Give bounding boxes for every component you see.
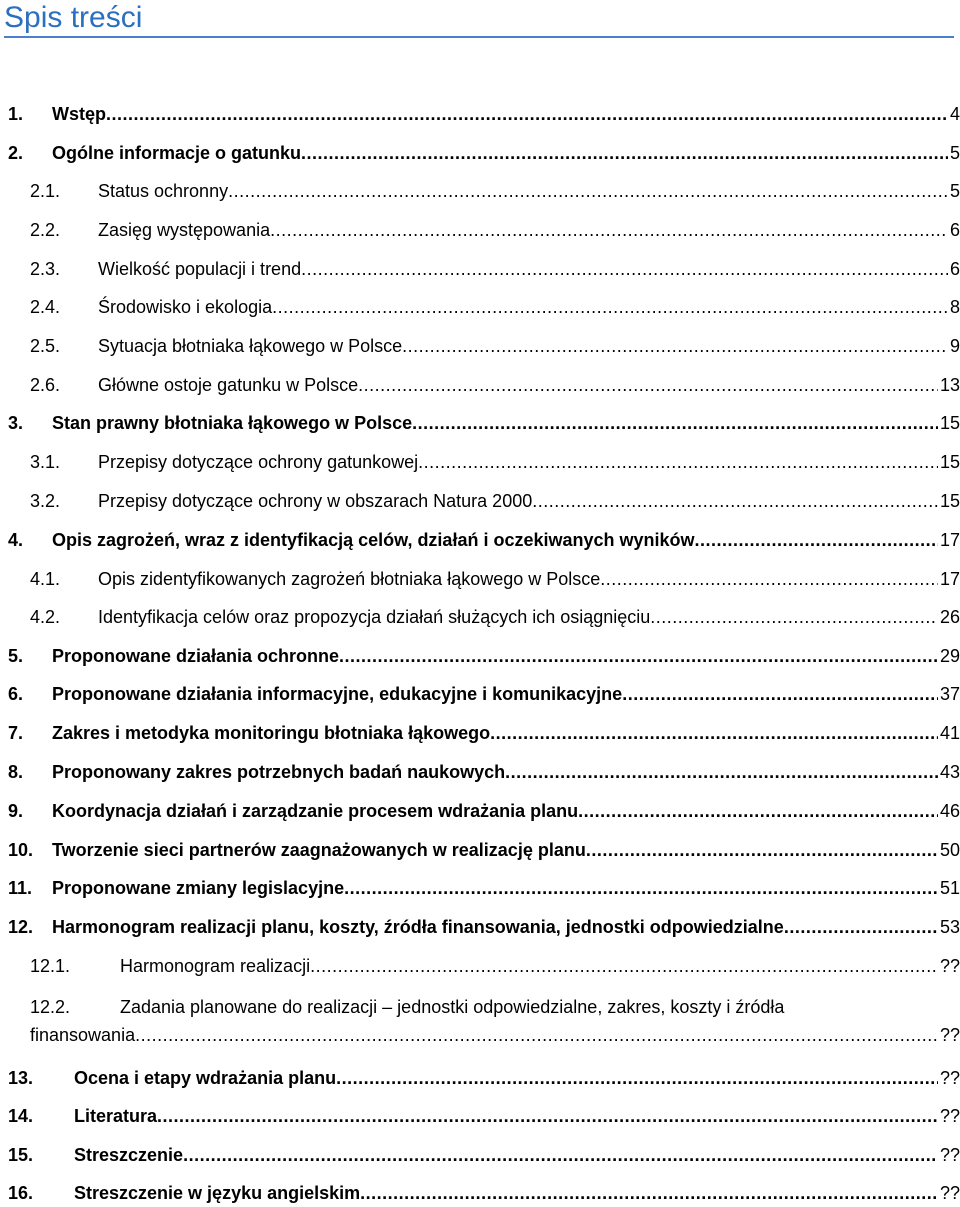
toc-entry[interactable] [0,875,960,901]
toc-entry-page: 41 [939,723,960,743]
toc-entry-label: Proponowane działania ochronne [52,646,340,666]
toc-entry-page: 50 [939,840,960,860]
toc-entry-label: Streszczenie w języku angielskim [74,1183,361,1203]
toc-entry-label: Sytuacja błotniaka łąkowego w Polsce [98,336,403,356]
toc-entry-page: ?? [939,1145,960,1165]
toc-entry-label: Opis zagrożeń, wraz z identyfikacją celów, działań i oczekiwanych wyników [52,530,695,550]
toc-leader-dots [784,914,938,940]
toc-leader-dots [505,759,938,785]
toc-entry-number: 14. [8,1106,34,1126]
toc-entry[interactable] [0,798,960,824]
toc-leader-dots [301,256,948,282]
toc-entry-page: ?? [939,956,960,976]
toc-entry-number: 3.1. [30,452,61,472]
toc-entry-page: 4 [949,104,960,124]
toc-entry-page: 13 [939,375,960,395]
toc-entry-number: 4.1. [30,569,61,589]
toc-entry-label-continued: finansowania [30,1025,136,1045]
toc-entry-label: Główne ostoje gatunku w Polsce [98,375,359,395]
toc-entry-label: Przepisy dotyczące ochrony gatunkowej [98,452,419,472]
toc-entry-page: ?? [939,1106,960,1126]
toc-leader-dots [228,178,948,204]
toc-entry-number: 2.1. [30,181,61,201]
toc-entry-label: Proponowane działania informacyjne, edukacyjne i komunikacyjne [52,684,623,704]
toc-entry-page: 15 [939,491,960,511]
toc-entry[interactable] [0,1065,960,1091]
toc-leader-dots [650,604,938,630]
toc-entry-label: Harmonogram realizacji planu, koszty, źródła finansowania, jednostki odpowiedzialne [52,917,784,937]
toc-entry-number: 12. [8,917,34,937]
toc-entry-page: 6 [949,220,960,240]
toc-entry-number: 15. [8,1145,34,1165]
toc-leader-dots [157,1103,938,1129]
toc-leader-dots [622,681,938,707]
toc-entry[interactable] [0,333,960,359]
toc-leader-dots [586,837,938,863]
toc-entry[interactable] [0,759,960,785]
toc-entry-label: Zasięg występowania [98,220,271,240]
toc-entry-number: 12.1. [30,956,71,976]
toc-entry-label: Środowisko i ekologia [98,297,273,317]
toc-entry[interactable] [0,681,960,707]
toc-entry[interactable] [0,1180,960,1206]
toc-leader-dots [402,333,948,359]
toc-entry-label: Koordynacja działań i zarządzanie procesem wdrażania planu [52,801,579,821]
toc-entry[interactable] [0,566,960,592]
toc-entry-label: Status ochronny [98,181,229,201]
toc-entry-page: 17 [939,569,960,589]
toc-entry-number: 5. [8,646,24,666]
toc-entry[interactable] [0,604,960,630]
toc-leader-dots [310,953,938,979]
toc-leader-dots [490,720,938,746]
toc-entry[interactable] [0,643,960,669]
toc-leader-dots [301,140,948,166]
toc-leader-dots [358,372,938,398]
toc-leader-dots [532,488,938,514]
toc-leader-dots [270,217,948,243]
toc-entry-number: 8. [8,762,24,782]
toc-entry-page: 8 [949,297,960,317]
toc-entry-page: 43 [939,762,960,782]
toc-title: Spis treści [4,1,143,34]
toc-entry-page: 26 [939,607,960,627]
toc-leader-dots [412,410,938,436]
toc-entry-page: 15 [939,452,960,472]
toc-leader-dots [418,449,938,475]
toc-leader-dots [336,1065,938,1091]
toc-entry[interactable] [0,720,960,746]
toc-entry[interactable] [0,101,960,127]
toc-leader-dots [695,527,938,553]
toc-entry-page: 5 [949,143,960,163]
toc-entry-label: Ocena i etapy wdrażania planu [74,1068,337,1088]
toc-entry-label: Tworzenie sieci partnerów zaagnażowanych w realizację planu [52,840,586,860]
toc-entry-page: 37 [939,684,960,704]
toc-entry-number: 13. [8,1068,34,1088]
toc-entry-page: 17 [939,530,960,550]
toc-entry[interactable] [0,837,960,863]
toc-entry-number: 10. [8,840,34,860]
toc-entry-number: 4.2. [30,607,61,627]
toc-entry-label: Wielkość populacji i trend [98,259,302,279]
toc-entry-number: 9. [8,801,24,821]
toc-entry-page: 29 [939,646,960,666]
toc-entry-page: 51 [939,878,960,898]
toc-entry[interactable] [0,294,960,320]
toc-entry[interactable] [0,449,960,475]
toc-entry-number: 2.3. [30,259,61,279]
toc-entry[interactable] [0,1103,960,1129]
toc-entry-number: 4. [8,530,24,550]
toc-entry-number: 11. [8,878,33,898]
toc-leader-dots [578,798,938,824]
toc-entry-label: Zakres i metodyka monitoringu błotniaka łąkowego [52,723,491,743]
toc-entry-page: 53 [939,917,960,937]
toc-entry-number: 2.6. [30,375,61,395]
toc-entry-page: 15 [939,413,960,433]
toc-entry[interactable] [0,256,960,282]
toc-leader-dots [360,1180,938,1206]
toc-leader-dots [135,1022,938,1048]
toc-leader-dots [600,566,938,592]
toc-entry-label: Harmonogram realizacji [120,956,311,976]
toc-leader-dots [344,875,938,901]
toc-entry-number: 2.4. [30,297,61,317]
toc-entry-label: Identyfikacja celów oraz propozycja działań służących ich osiągnięciu [98,607,651,627]
toc-entry[interactable] [0,410,960,436]
toc-entry-label: Stan prawny błotniaka łąkowego w Polsce [52,413,413,433]
toc-entry-label: Streszczenie [74,1145,184,1165]
toc-entry[interactable] [0,178,960,204]
toc-leader-dots [106,101,948,127]
toc-entry-label: Opis zidentyfikowanych zagrożeń błotniaka łąkowego w Polsce [98,569,601,589]
toc-entry[interactable] [0,527,960,553]
toc-entry-number: 12.2. [30,997,71,1017]
toc-entry-page: 9 [949,336,960,356]
toc-entry-label: Ogólne informacje o gatunku [52,143,302,163]
toc-entry[interactable] [0,488,960,514]
toc-entry-label: Wstęp [52,104,106,124]
toc-entry-page: 6 [949,259,960,279]
toc-entry-page: 5 [949,181,960,201]
toc-entry-label: Proponowane zmiany legislacyjne [52,878,345,898]
toc-entry-page: ?? [939,1068,960,1088]
toc-entry-page: ?? [939,1183,960,1203]
toc-entry-number: 6. [8,684,24,704]
toc-entry[interactable] [0,140,960,166]
toc-entry-number: 1. [8,104,24,124]
toc-entry[interactable] [0,372,960,398]
toc-entry-label: Literatura [74,1106,158,1126]
toc-entry-page: ?? [939,1025,960,1045]
toc-entry-number: 16. [8,1183,34,1203]
toc-entry-label: Przepisy dotyczące ochrony w obszarach Natura 2000 [98,491,533,511]
toc-entry[interactable] [0,994,960,1048]
toc-entry-number: 2.2. [30,220,61,240]
toc-entry[interactable] [0,914,960,940]
toc-entry[interactable] [0,1142,960,1168]
toc-entry-label: Zadania planowane do realizacji – jednostki odpowiedzialne, zakres, koszty i źródła [120,997,785,1017]
toc-leader-dots [183,1142,938,1168]
toc-entry-number: 3. [8,413,24,433]
toc-leader-dots [272,294,948,320]
toc-entry-page: 46 [939,801,960,821]
toc-entry-number: 7. [8,723,24,743]
toc-entry-number: 2.5. [30,336,61,356]
toc-entry-label: Proponowany zakres potrzebnych badań naukowych [52,762,506,782]
toc-entry-number: 3.2. [30,491,61,511]
toc-entry[interactable] [0,217,960,243]
toc-leader-dots [339,643,938,669]
toc-entry-number: 2. [8,143,24,163]
toc-entry[interactable] [0,953,960,979]
